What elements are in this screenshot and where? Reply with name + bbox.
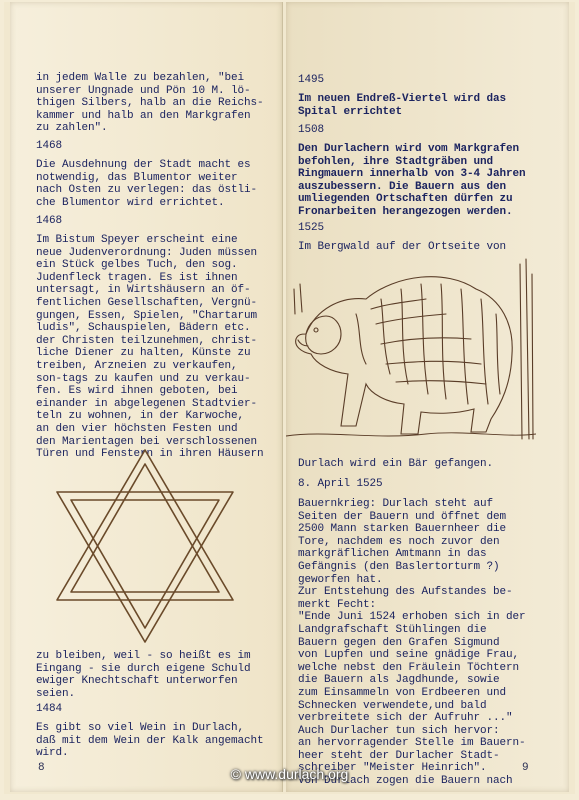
year-heading: 1468 xyxy=(36,215,63,227)
year-heading: 1484 xyxy=(36,703,63,715)
text-block: Den Durlachern wird vom Markgrafen befohlen, ihre Stadtgräben und Ringmauern innerhalb von 3-4 Jahren auszubessern. Die Bauern aus den umliegenden Ortschaften dürfen zu Fronarbeiten herangezogen werden. xyxy=(298,143,526,218)
watermark: © www.durlach.org xyxy=(230,766,349,782)
booklet-spread xyxy=(4,2,575,794)
bear-eye xyxy=(314,328,318,332)
triangle-down-outer xyxy=(57,492,233,642)
triangle-up-inner xyxy=(71,464,219,592)
text-block: Es gibt so viel Wein in Durlach, daß mit dem Wein der Kalk angemacht wird. xyxy=(36,722,264,760)
left-page xyxy=(10,2,283,792)
page-number-right: 9 xyxy=(522,762,529,774)
right-page xyxy=(286,2,569,792)
text-block: Im Bergwald auf der Ortseite von xyxy=(298,241,507,253)
text-block: in jedem Walle zu bezahlen, "bei unserer Ungnade und Pön 10 M. lö- thigen Silbers, halb an die Reichs- kammer und halb an den Markgrafen zu zahlen". xyxy=(36,72,264,135)
year-heading: 1495 xyxy=(298,74,325,86)
triangle-up-outer xyxy=(57,450,233,600)
text-block: Im neuen Endreß-Viertel wird das Spital errichtet xyxy=(298,93,507,118)
bear-drawing xyxy=(286,254,536,446)
text-block: zu bleiben, weil - so heißt es im Eingang - sie durch eigene Schuld ewiger Knechtschaft unterworfen seien. xyxy=(36,650,251,700)
year-heading: 1468 xyxy=(36,140,63,152)
text-block: Im Bistum Speyer erscheint eine neue Judenverordnung: Juden müssen ein Stück gelbes Tuch, den sog. Judenfleck tragen. Es ist ihnen untersagt, in Wirtshäusern an öf- fentlichen Gesellschaften, Vergnü- gungen, Essen, Spielen, "Chartarum ludis", Schauspielen, Bädern etc. der Christen teilzunehmen, christ- liche Diener zu halten, Künste zu treiben, Arzneien zu verkaufen, son-tags zu kaufen und zu verkau- fen. Es wird ihnen geboten, bei einander in abgelegenen Stadtvier- teln zu wohnen, in der Karwoche, an den vier höchsten Festen und den Marientagen bei verschlossenen Türen und Fenstern in ihren Häusern xyxy=(36,234,264,461)
year-heading: 1508 xyxy=(298,124,325,136)
triangle-down-inner xyxy=(71,500,219,628)
year-heading: 1525 xyxy=(298,222,325,234)
star-of-david-drawing xyxy=(50,442,250,652)
illustration-caption: Durlach wird ein Bär gefangen. xyxy=(298,458,494,470)
date-heading: 8. April 1525 xyxy=(298,478,383,490)
text-block: Bauernkrieg: Durlach steht auf Seiten der Bauern und öffnet dem 2500 Mann starken Bauernheer die Tore, nachdem es noch zuvor den markgräflichen Amtmann in das Gefängnis (den Baslertorturm ?) geworfen hat. Zur Entstehung des Aufstandes be- merkt Fecht: "Ende Juni 1524 erhoben sich in der Landgrafschaft Stühlingen die Bauern gegen den Grafen Sigmund von Lupfen und seine gnädige Frau, welche nebst den Fräulein Töchtern die Bauern als Jagdhunde, sowie zum Einsammeln von Erdbeeren und Schnecken verwendete,und bald verbreitete sich der Aufruhr ..." Auch Durlacher tun sich hervor: an hervorragender Stelle im Bauern- heer steht der Durlacher Stadt- schreiber "Meister Heinrich". Von Durlach zogen die Bauern nach xyxy=(298,498,526,788)
text-block: Die Ausdehnung der Stadt macht es notwendig, das Blumentor weiter nach Osten zu verlegen: das östli- che Blumentor wird errichtet. xyxy=(36,159,258,209)
page-number-left: 8 xyxy=(38,762,45,774)
